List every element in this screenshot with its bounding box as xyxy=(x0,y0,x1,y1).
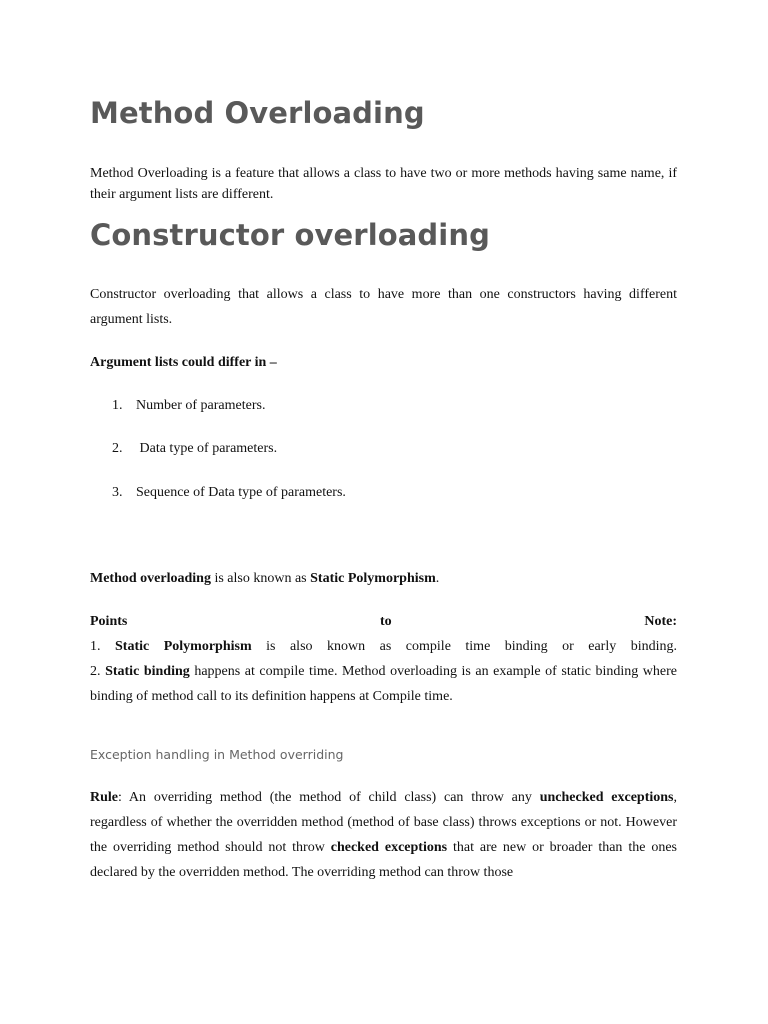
point-2 xyxy=(90,659,677,709)
heading-method-overloading: Method Overloading xyxy=(90,96,425,130)
rule-label: Rule xyxy=(90,790,118,805)
argument-lead-text: Argument lists could differ in – xyxy=(90,355,277,370)
list-item xyxy=(112,484,346,502)
term-unchecked-exceptions: unchecked exceptions xyxy=(539,790,674,805)
point-term: Static binding xyxy=(105,664,190,679)
point-text: is also known as compile time binding or early binding. xyxy=(251,639,678,654)
heading-constructor-overloading: Constructor overloading xyxy=(90,218,490,252)
points-heading xyxy=(90,609,677,634)
list-text: Number of parameters. xyxy=(136,398,266,413)
note-word: Note: xyxy=(644,614,677,629)
list-number: 3. xyxy=(112,485,123,500)
point-term: Static Polymorphism xyxy=(115,639,252,654)
term-method-overloading: Method overloading xyxy=(90,571,211,586)
list-text: Sequence of Data type of parameters. xyxy=(136,485,346,500)
point-number: 1. xyxy=(90,639,116,654)
subheading-exception-handling: Exception handling in Method overriding xyxy=(90,747,344,762)
list-number: 2. xyxy=(112,441,123,456)
points-word: Points xyxy=(90,614,128,629)
argument-lead xyxy=(90,352,677,373)
static-polymorphism-line xyxy=(90,568,677,589)
list-number: 1. xyxy=(112,398,123,413)
to-word: to xyxy=(380,614,392,629)
intro-paragraph: Method Overloading is a feature that allows a class to have two or more methods having same name, if their argument lists are different. xyxy=(90,166,677,202)
rule-text: : An overriding method (the method of child class) can throw any xyxy=(118,790,540,805)
point-number: 2. xyxy=(90,664,106,679)
list-text: Data type of parameters. xyxy=(136,441,278,456)
static-end-text: . xyxy=(435,571,440,586)
points-to-note xyxy=(90,609,677,709)
point-text: happens at compile time. Method overloading is an example of static binding where binding of method call to its definition happens at Compile time. xyxy=(90,664,678,704)
term-checked-exceptions: checked exceptions xyxy=(330,840,448,855)
rule-text: that are new or broader than the ones declared by the overridden method. The overriding method can throw those xyxy=(90,840,677,880)
rule-text: , regardless of whether the overridden method (method of base class) throws exceptions or not. However the overriding method should not throw xyxy=(90,790,677,855)
list-item xyxy=(112,397,265,415)
list-item xyxy=(112,440,277,458)
constructor-paragraph: Constructor overloading that allows a class to have more than one constructors having different argument lists. xyxy=(90,287,677,327)
point-1 xyxy=(90,634,677,659)
term-static-polymorphism: Static Polymorphism xyxy=(310,571,436,586)
rule-paragraph xyxy=(90,785,677,885)
static-middle-text: is also known as xyxy=(210,571,311,586)
